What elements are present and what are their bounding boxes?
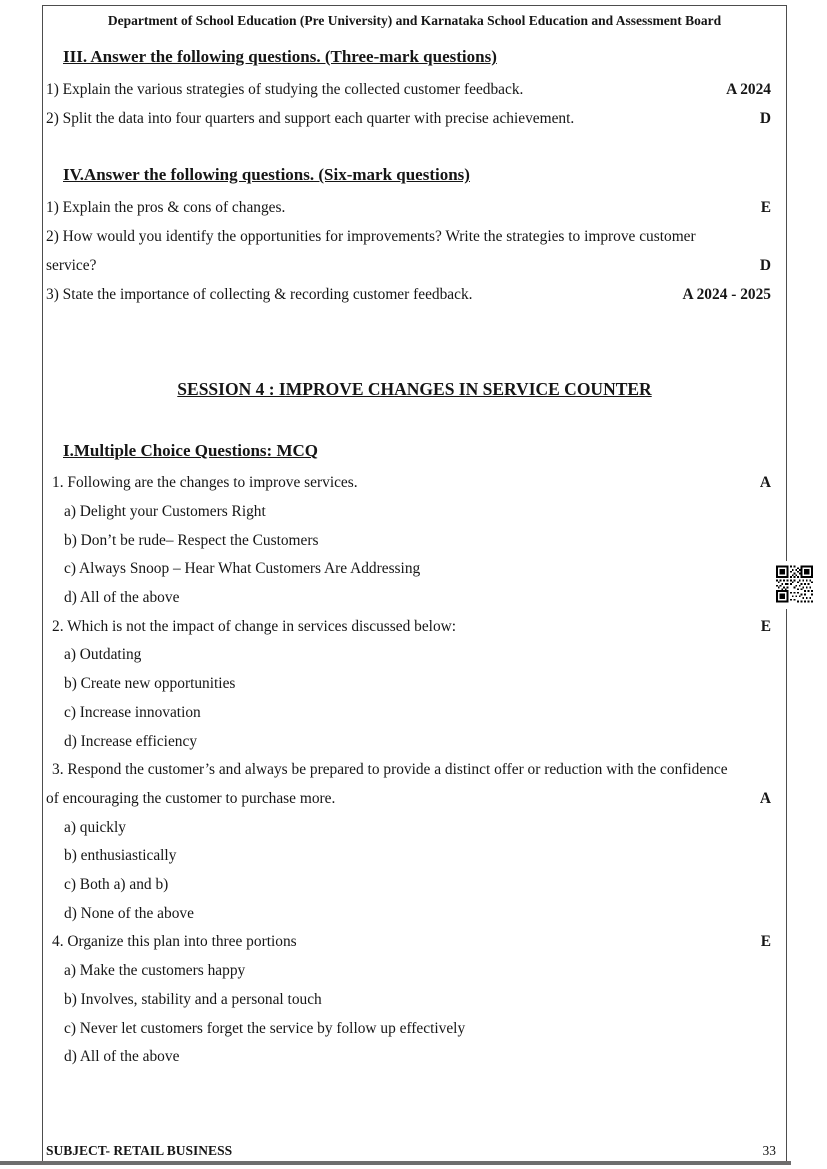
- mark-label: A 2024: [726, 81, 771, 98]
- question-text: 2) How would you identify the opportunities for improvements? Write the strategies to improve customer: [46, 228, 696, 246]
- question-text: 2) Split the data into four quarters and support each quarter with precise achievement.: [46, 109, 575, 127]
- section-six-mark-title: IV.Answer the following questions. (Six-mark questions): [63, 165, 470, 185]
- mcq-option: d) Increase efficiency: [64, 732, 198, 750]
- mcq-option: d) All of the above: [64, 1048, 180, 1066]
- question-text: 4. Organize this plan into three portions: [52, 933, 297, 951]
- mark-label: E: [760, 933, 771, 951]
- page-bottom-edge: [0, 1161, 791, 1165]
- mark-label: E: [760, 617, 771, 635]
- mark-label: E: [760, 199, 771, 217]
- question-row: [43, 281, 786, 310]
- mcq-option: b) Don’t be rude– Respect the Customers: [64, 531, 319, 549]
- document-footer: [46, 1143, 776, 1159]
- mcq-section-title: I.Multiple Choice Questions: MCQ: [63, 441, 318, 461]
- page-border-box: [42, 5, 787, 1162]
- mcq-option: b) enthusiastically: [64, 847, 177, 865]
- mcq-question-row: [43, 469, 786, 498]
- question-row: [43, 223, 786, 252]
- mark-label: D: [759, 256, 771, 274]
- mcq-option: b) Involves, stability and a personal touch: [64, 990, 322, 1008]
- section-three-mark-title: III. Answer the following questions. (Three-mark questions): [63, 47, 497, 66]
- mcq-question-row: [43, 785, 786, 814]
- mcq-option: d) None of the above: [64, 904, 194, 922]
- question-row: [43, 76, 786, 105]
- mcq-option: c) Never let customers forget the service by follow up effectively: [64, 1019, 466, 1037]
- question-row: [43, 105, 786, 134]
- session-title: SESSION 4 : IMPROVE CHANGES IN SERVICE COUNTER: [177, 379, 652, 400]
- mcq-option: a) Make the customers happy: [64, 962, 246, 980]
- mark-label: A 2024 - 2025: [682, 285, 771, 303]
- question-text: 3) State the importance of collecting & recording customer feedback.: [46, 285, 473, 303]
- document-header-title: Department of School Education (Pre University) and Karnataka School Education and Assessment Board: [107, 13, 722, 28]
- mark-label: A: [759, 474, 771, 492]
- question-text: 3. Respond the customer’s and always be prepared to provide a distinct offer or reduction with the confidence: [52, 761, 728, 779]
- mcq-question-list: [43, 469, 786, 1072]
- question-text: 1. Following are the changes to improve services.: [52, 474, 358, 492]
- question-row: [43, 252, 786, 281]
- mcq-question-row: [43, 756, 786, 785]
- question-text: 2. Which is not the impact of change in services discussed below:: [52, 617, 457, 635]
- page-number: 33: [762, 1143, 776, 1158]
- mcq-option: b) Create new opportunities: [64, 675, 236, 693]
- mcq-option: c) Both a) and b): [64, 876, 169, 894]
- question-text: 1) Explain the pros & cons of changes.: [46, 199, 286, 217]
- mcq-question-row: [43, 928, 786, 957]
- mcq-question-row: [43, 613, 786, 642]
- mcq-option: a) quickly: [64, 818, 126, 836]
- question-text: of encouraging the customer to purchase more.: [46, 789, 336, 807]
- footer-subject-label: SUBJECT- RETAIL BUSINESS: [46, 1143, 233, 1158]
- mcq-option: a) Delight your Customers Right: [64, 502, 266, 520]
- question-text: 1) Explain the various strategies of studying the collected customer feedback.: [46, 81, 524, 98]
- qr-code-icon: [773, 561, 815, 609]
- mcq-option: c) Increase innovation: [64, 703, 201, 721]
- mcq-option: c) Always Snoop – Hear What Customers Are Addressing: [64, 560, 421, 578]
- question-row: [43, 194, 786, 223]
- mcq-option: a) Outdating: [64, 646, 142, 664]
- mark-label: D: [759, 109, 771, 127]
- mark-label: A: [759, 789, 771, 807]
- mcq-option: d) All of the above: [64, 589, 180, 607]
- question-text: service?: [46, 256, 97, 274]
